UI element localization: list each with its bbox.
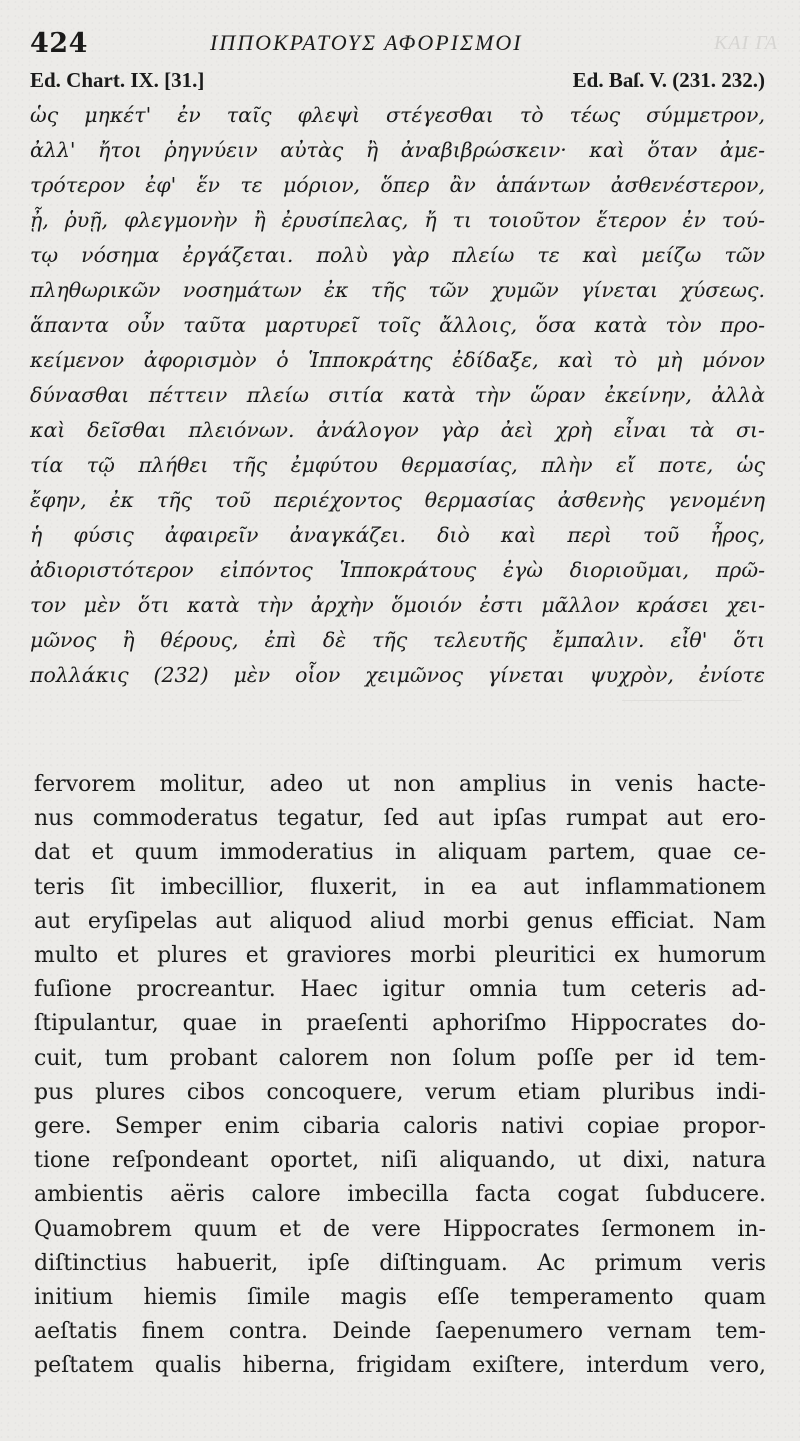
greek-line: ᾖ, ῥυῇ, φλεγμονὴν ἢ ἐρυσίπελας, ἤ τι τοιοῦτον ἕτερον ἐν τού- [30, 208, 765, 232]
edition-left-reference: Ed. Chart. IX. [31.] [30, 68, 205, 92]
greek-line: μῶνος ἢ θέρους, ἐπὶ δὲ τῆς τελευτῆς ἔμπαλιν. εἶθ' ὅτι [30, 628, 765, 652]
greek-text-block [30, 98, 765, 693]
running-title: ΙΠΠΟΚΡΑΤΟΥΣ ΑΦΟΡΙΣΜΟΙ [210, 30, 523, 55]
latin-text-block [34, 768, 766, 1384]
latin-line: peſtatem qualis hiberna, frigidam exiſtere, interdum vero, [34, 1353, 766, 1379]
latin-line: diſtinctius habuerit, ipſe diſtinguam. Ac primum veris [34, 1250, 766, 1276]
greek-line: ὡς μηκέτ' ἐν ταῖς φλεψὶ στέγεσθαι τὸ τέως σύμμετρον, [30, 103, 765, 127]
greek-line: δύνασθαι πέττειν πλείω σιτία κατὰ τὴν ὥραν ἐκείνην, ἀλλὰ [30, 383, 765, 407]
latin-line: ſtipulantur, quae in praeſenti aphoriſmo Hippocrates do- [34, 1011, 766, 1037]
latin-line: nus commoderatus tegatur, ſed aut ipſas rumpat aut ero- [34, 806, 766, 832]
greek-line: τρότερον ἐφ' ἕν τε μόριον, ὅπερ ἂν ἁπάντων ἀσθενέστερον, [30, 173, 765, 197]
page-number: 424 [30, 28, 88, 59]
greek-line: κείμενον ἀφορισμὸν ὁ Ἱπποκράτης ἐδίδαξε, καὶ τὸ μὴ μόνον [30, 348, 765, 372]
greek-line: πληθωρικῶν νοσημάτων ἐκ τῆς τῶν χυμῶν γίνεται χύσεως. [30, 278, 765, 302]
greek-line: ἔφην, ἐκ τῆς τοῦ περιέχοντος θερμασίας ἀσθενὴς γενομένη [30, 488, 765, 512]
greek-line: πολλάκις (232) μὲν οἷον χειμῶνος γίνεται ψυχρὸν, ἐνίοτε [30, 663, 765, 687]
latin-line: gere. Semper enim cibaria caloris nativi copiae propor- [34, 1114, 766, 1140]
latin-line: pus plures cibos concoquere, verum etiam pluribus indi- [34, 1079, 766, 1105]
latin-line: teris ſit imbecillior, fluxerit, in ea aut inflammationem [34, 874, 766, 900]
latin-line: Quamobrem quum et de vere Hippocrates ſermonem in- [34, 1216, 766, 1242]
latin-line: tione reſpondeant oportet, niſi aliquando, ut dixi, natura [34, 1148, 766, 1174]
edition-right-reference: Ed. Baſ. V. (231. 232.) [572, 68, 765, 92]
greek-line: τῳ νόσημα ἐργάζεται. πολὺ γὰρ πλείω τε καὶ μείζω τῶν [30, 243, 765, 267]
latin-line: aut eryſipelas aut aliquod aliud morbi genus efficiat. Nam [34, 908, 766, 934]
faint-print-mark [622, 700, 742, 719]
latin-line: fervorem molitur, adeo ut non amplius in venis hacte- [34, 772, 766, 797]
greek-line: ἀδιοριστότερον εἰπόντος Ἱπποκράτους ἐγὼ διοριοῦμαι, πρῶ- [30, 558, 765, 582]
greek-line: ἅπαντα οὖν ταῦτα μαρτυρεῖ τοῖς ἄλλοις, ὅσα κατὰ τὸν προ- [30, 313, 765, 337]
greek-line: ἀλλ' ἤτοι ῥηγνύειν αὐτὰς ἢ ἀναβιβρώσκειν· καὶ ὅταν ἀμε- [30, 138, 765, 162]
latin-line: cuit, tum probant calorem non ſolum poſſe per id tem- [34, 1045, 766, 1071]
greek-line: τία τῷ πλήθει τῆς ἐμφύτου θερμασίας, πλὴν εἴ ποτε, ὡς [30, 453, 765, 477]
latin-line: fuſione procreantur. Haec igitur omnia tum ceteris ad- [34, 977, 766, 1003]
page-header [30, 28, 778, 68]
greek-line: καὶ δεῖσθαι πλειόνων. ἀνάλογον γὰρ ἀεὶ χρὴ εἶναι τὰ σι- [30, 418, 765, 442]
edition-references [30, 68, 765, 96]
greek-line: τον μὲν ὅτι κατὰ τὴν ἀρχὴν ὅμοιόν ἐστι μᾶλλον κράσει χει- [30, 593, 765, 617]
latin-line: aeſtatis finem contra. Deinde ſaepenumero vernam tem- [34, 1319, 766, 1345]
latin-line: initium hiemis ſimile magis eſſe temperamento quam [34, 1285, 766, 1311]
bleed-through-text: ΚΑΙ ΓΑ [714, 32, 778, 54]
latin-line: ambientis aëris calore imbecilla facta cogat ſubducere. [34, 1182, 766, 1208]
latin-line: dat et quum immoderatius in aliquam partem, quae ce- [34, 840, 766, 866]
greek-line: ἡ φύσις ἀφαιρεῖν ἀναγκάζει. διὸ καὶ περὶ τοῦ ἦρος, [30, 523, 765, 547]
latin-line: multo et plures et graviores morbi pleuritici ex humorum [34, 943, 766, 969]
